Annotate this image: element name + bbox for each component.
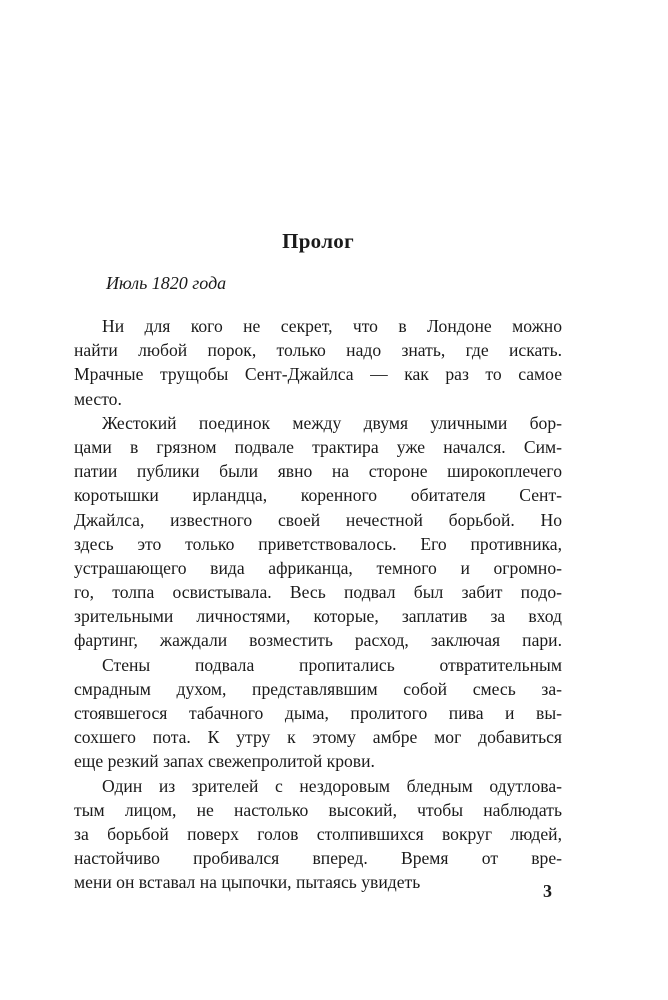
- text-line: го, толпа освистывала. Весь подвал был забит подо-: [74, 582, 562, 603]
- text-line: Жестокий поединок между двумя уличными бор-: [102, 412, 562, 433]
- text-line: настойчиво пробивался вперед. Время от вре-: [74, 848, 562, 869]
- text-line: Джайлса, известного своей нечестной борьбой. Но: [74, 509, 562, 530]
- text-line: стоявшегося табачного дыма, пролитого пива и вы-: [74, 703, 562, 723]
- text-line: тым лицом, не настолько высокий, чтобы наблюдать: [74, 799, 562, 820]
- text-line: Ни для кого не секрет, что в Лондоне можно: [102, 316, 562, 336]
- book-page: [74, 0, 562, 1000]
- text-line: патии публики были явно на стороне широкоплечего: [74, 461, 562, 482]
- text-line: зрительными личностями, которые, заплатив за вход: [74, 606, 562, 627]
- chapter-date: Июль 1820 года: [106, 273, 227, 293]
- body-text: [74, 314, 562, 895]
- text-line: Один из зрителей с нездоровым бледным одутлова-: [102, 775, 562, 796]
- chapter-title: Пролог: [282, 229, 354, 253]
- text-line: Мрачные трущобы Сент-Джайлса — как раз то самое: [74, 364, 562, 385]
- text-line: найти любой порок, только надо знать, где искать.: [74, 340, 562, 361]
- text-line: смрадным духом, представлявшим собой смесь за-: [74, 678, 562, 699]
- text-line: коротышки ирландца, коренного обитателя Сент-: [74, 485, 562, 506]
- text-line: здесь это только приветствовалось. Его противника,: [74, 533, 562, 554]
- text-line: еще резкий запах свежепролитой крови.: [74, 751, 375, 772]
- text-line: за борьбой поверх голов столпившихся вокруг людей,: [74, 823, 562, 844]
- text-line: фартинг, жаждали возместить расход, заключая пари.: [74, 630, 562, 651]
- text-line: мени он вставал на цыпочки, пытаясь увидеть: [74, 872, 421, 893]
- text-line: цами в грязном подвале трактира уже начался. Сим-: [74, 436, 562, 457]
- text-line: устрашающего вида африканца, темного и огромно-: [74, 557, 562, 578]
- text-line: место.: [74, 388, 122, 409]
- text-line: Стены подвала пропитались отвратительным: [102, 654, 562, 675]
- text-line: сохшего пота. К утру к этому амбре мог добавиться: [74, 727, 562, 748]
- page-number: 3: [543, 881, 552, 901]
